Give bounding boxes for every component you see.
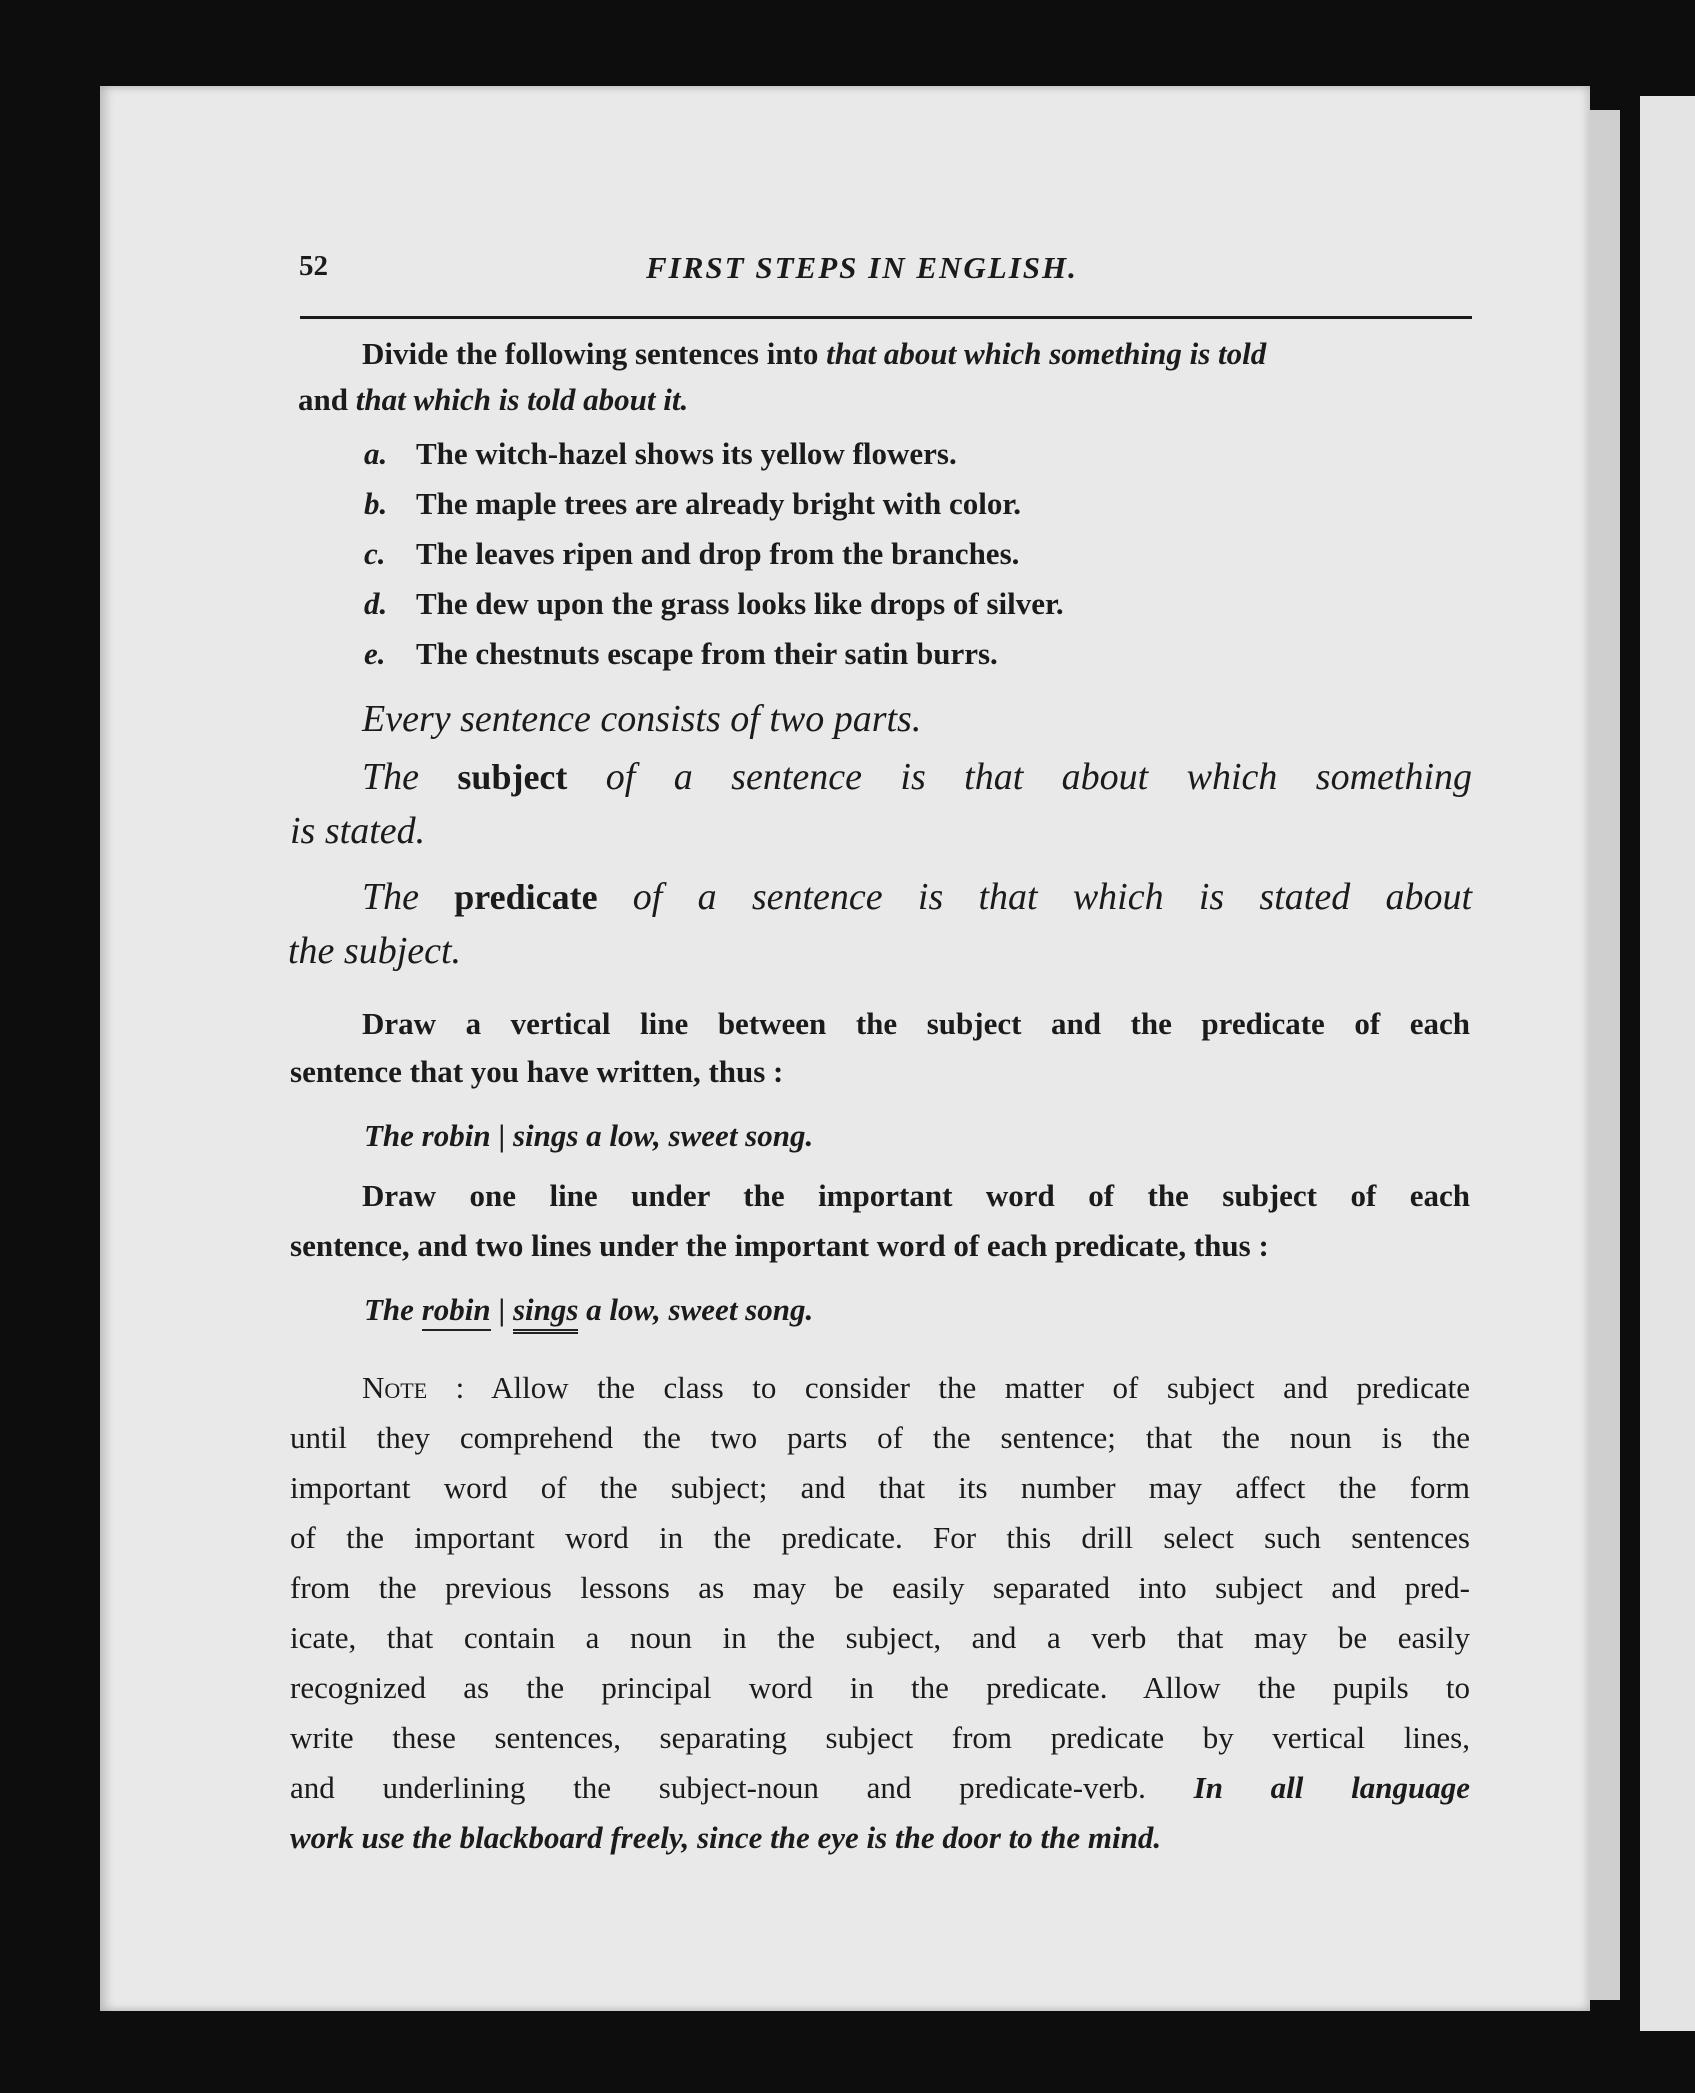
- note-line: [290, 1766, 1470, 1810]
- list-item: [364, 632, 998, 676]
- list-text: The maple trees are already bright with color.: [416, 486, 1022, 521]
- rule-statement-continuation: is stated.: [290, 810, 426, 852]
- list-marker: b.: [364, 486, 388, 521]
- text-run: In all language: [1193, 1770, 1471, 1805]
- text-run: and underlining the subject-noun and predicate-verb.: [290, 1770, 1194, 1805]
- text-run: The: [362, 756, 458, 798]
- text-run: that about which something is told: [826, 336, 1267, 371]
- instruction-line: Draw a vertical line between the subject and the predicate of each: [362, 1006, 1470, 1041]
- text-run: The: [362, 876, 455, 918]
- page-header: [188, 250, 1368, 298]
- note-line: work use the blackboard freely, since the eye is the door to the mind.: [290, 1820, 1162, 1855]
- note-line: until they comprehend the two parts of the sentence; that the noun is the: [290, 1420, 1470, 1455]
- rule-statement: [362, 752, 1472, 802]
- note-line: of the important word in the predicate. For this drill select such sentences: [290, 1520, 1470, 1555]
- defined-term: predicate: [454, 877, 598, 917]
- list-marker: a.: [364, 436, 388, 471]
- text-run: that which is told about it.: [355, 382, 689, 417]
- note-line: from the previous lessons as may be easily separated into subject and pred-: [290, 1570, 1470, 1605]
- note-line: icate, that contain a noun in the subject, and a verb that may be easily: [290, 1620, 1470, 1655]
- separator: |: [490, 1118, 513, 1153]
- text-run: a low, sweet song.: [578, 1292, 814, 1327]
- note-label: Note: [362, 1370, 428, 1405]
- instruction-line: [362, 332, 1266, 376]
- list-text: The leaves ripen and drop from the branches.: [416, 536, 1020, 571]
- instruction-line: [298, 378, 688, 422]
- underlined-noun: robin: [422, 1292, 491, 1331]
- example-sentence: [364, 1288, 813, 1332]
- note-line: recognized as the principal word in the predicate. Allow the pupils to: [290, 1670, 1470, 1705]
- text-run: Divide the following sentences into: [362, 336, 827, 371]
- running-title: FIRST STEPS IN ENGLISH.: [646, 250, 1078, 285]
- note-line: [362, 1366, 1470, 1410]
- note-line: important word of the subject; and that its number may affect the form: [290, 1470, 1470, 1505]
- page-edge: [1590, 110, 1620, 2000]
- instruction-line: sentence that you have written, thus :: [290, 1054, 784, 1089]
- list-marker: d.: [364, 586, 388, 621]
- instruction-line: sentence, and two lines under the important word of each predicate, thus :: [290, 1228, 1269, 1263]
- text-run: The: [364, 1292, 422, 1327]
- facing-page-edge: [1640, 96, 1695, 2031]
- double-underlined-verb: sings: [513, 1292, 578, 1334]
- defined-term: subject: [457, 757, 568, 797]
- list-text: The witch-hazel shows its yellow flowers.: [416, 436, 957, 471]
- rule-statement-continuation: the subject.: [288, 930, 462, 972]
- example-sentence: [364, 1114, 813, 1158]
- rule-statement: [362, 872, 1472, 922]
- rule-statement: Every sentence consists of two parts.: [362, 698, 922, 740]
- page-number: 52: [299, 250, 328, 282]
- list-text: The dew upon the grass looks like drops of silver.: [416, 586, 1064, 621]
- list-item: [364, 532, 1019, 576]
- text-run: and: [298, 382, 356, 417]
- text-run: of a sentence is that which is stated about: [597, 876, 1472, 918]
- text-run: : Allow the class to consider the matter of subject and predicate: [427, 1370, 1470, 1405]
- list-marker: e.: [364, 636, 386, 671]
- example-subject: The robin: [364, 1118, 491, 1153]
- note-line: write these sentences, separating subject from predicate by vertical lines,: [290, 1720, 1470, 1755]
- instruction-line: Draw one line under the important word of the subject of each: [362, 1178, 1470, 1213]
- list-item: [364, 432, 957, 476]
- text-run: of a sentence is that about which something: [567, 756, 1472, 798]
- separator: |: [490, 1292, 513, 1327]
- list-item: [364, 482, 1021, 526]
- example-predicate: sings a low, sweet song.: [512, 1118, 814, 1153]
- list-item: [364, 582, 1064, 626]
- list-marker: c.: [364, 536, 386, 571]
- list-text: The chestnuts escape from their satin burrs.: [416, 636, 998, 671]
- header-rule: [300, 316, 1472, 319]
